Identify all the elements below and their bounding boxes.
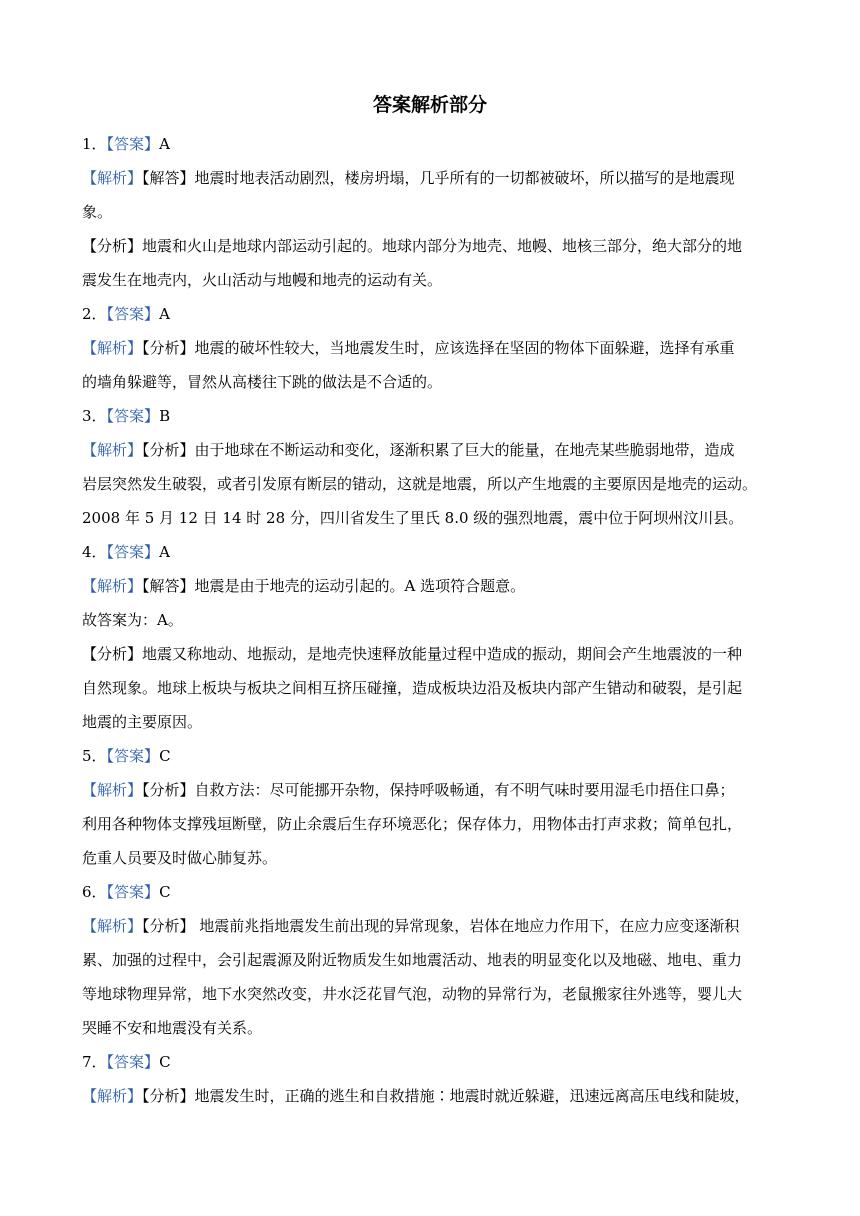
q2-line-2: 的墙角躲避等，冒然从高楼往下跳的做法是不合适的。 (82, 373, 443, 391)
fenxi-tag: 【分析】 (142, 781, 195, 799)
q6-line-2: 累、加强的过程中，会引起震源及附近物质发生如地震活动、地表的明显变化以及地磁、地电、重力 (82, 951, 743, 969)
q5-text-1: 自救方法：尽可能挪开杂物，保持呼吸畅通，有不明气味时要用湿毛巾捂住口鼻； (194, 781, 735, 799)
jiexi-tag: 【解析】 (82, 169, 143, 187)
answer-tag: 【答案】 (106, 883, 160, 901)
fenxi-tag: 【分析】 (82, 645, 143, 663)
q2-answer-value: A (159, 305, 170, 323)
answer-tag: 【答案】 (106, 407, 160, 425)
q4-fenxi-text-1: 地震又称地动、地振动，是地壳快速释放能量过程中造成的振动，期间会产生地震波的一种 (142, 645, 743, 663)
page-title: 答案解析部分 (372, 94, 487, 116)
q3-number: 3． (82, 407, 107, 425)
q5-number: 5． (82, 747, 107, 765)
q3-line-2: 岩层突然发生破裂，或者引发原有断层的错动，这就是地震，所以产生地震的主要原因是地壳的运动。 (82, 475, 758, 493)
q4-fenxi-line-1 (82, 641, 782, 675)
answer-tag: 【答案】 (106, 747, 160, 765)
answer-tag: 【答案】 (106, 1053, 160, 1071)
q1-jieda-line-2: 象。 (82, 203, 113, 221)
jieda-tag: 【解答】 (142, 169, 195, 187)
q4-conclusion: 故答案为：A。 (82, 611, 183, 629)
q1-jieda-text-1: 地震时地表活动剧烈，楼房坍塌，几乎所有的一切都被破坏，所以描写的是地震现 (194, 169, 735, 187)
q5-line-1 (82, 777, 782, 811)
q6-answer-value: C (159, 883, 171, 901)
q2-line-1 (82, 335, 782, 369)
q4-answer-value: A (159, 543, 170, 561)
answer-tag: 【答案】 (106, 543, 160, 561)
jieda-tag: 【解答】 (142, 577, 195, 595)
q2-number: 2． (82, 305, 107, 323)
q1-fenxi-line-1 (82, 233, 782, 267)
q1-answer (82, 131, 782, 165)
fenxi-tag: 【分析】 (142, 441, 195, 459)
q4-number: 4． (82, 543, 107, 561)
q4-fenxi-line-3: 地震的主要原因。 (82, 713, 203, 731)
jiexi-tag: 【解析】 (82, 441, 143, 459)
q6-text-1: 地震前兆指地震发生前出现的异常现象，岩体在地应力作用下，在应力应变逐渐积 (194, 917, 740, 935)
q5-answer-value: C (159, 747, 171, 765)
q5-line-2: 利用各种物体支撑残垣断壁，防止余震后生存环境恶化；保存体力，用物体击打声求救；简单包扎， (82, 815, 743, 833)
q4-answer (82, 539, 782, 573)
q2-answer (82, 301, 782, 335)
q1-jieda-line-1 (82, 165, 782, 199)
jiexi-tag: 【解析】 (82, 917, 143, 935)
q4-fenxi-line-2: 自然现象。地球上板块与板块之间相互挤压碰撞，造成板块边沿及板块内部产生错动和破裂，是引起 (82, 679, 743, 697)
q1-fenxi-line-2: 震发生在地壳内，火山活动与地幔和地壳的运动有关。 (82, 271, 443, 289)
jiexi-tag: 【解析】 (82, 781, 143, 799)
q7-line-1 (82, 1083, 782, 1117)
q7-text-1: 地震发生时，正确的逃生和自救措施∶地震时就近躲避，迅速远离高压电线和陡坡， (194, 1087, 750, 1105)
fenxi-tag: 【分析】 (142, 339, 195, 357)
q6-number: 6． (82, 883, 107, 901)
fenxi-tag: 【分析】 (142, 1087, 195, 1105)
fenxi-tag: 【分析】 (82, 237, 143, 255)
q7-number: 7． (82, 1053, 107, 1071)
answer-tag: 【答案】 (106, 305, 160, 323)
q3-line-1 (82, 437, 782, 471)
jiexi-tag: 【解析】 (82, 339, 143, 357)
q7-answer-value: C (159, 1053, 171, 1071)
q5-line-3: 危重人员要及时做心肺复苏。 (82, 849, 278, 867)
q1-answer-value: A (159, 135, 170, 153)
answer-content (82, 131, 782, 1117)
jiexi-tag: 【解析】 (82, 577, 143, 595)
jiexi-tag: 【解析】 (82, 1087, 143, 1105)
answer-tag: 【答案】 (106, 135, 160, 153)
q1-fenxi-text-1: 地震和火山是地球内部运动引起的。地球内部分为地壳、地幔、地核三部分，绝大部分的地 (142, 237, 743, 255)
q7-answer (82, 1049, 782, 1083)
q5-answer (82, 743, 782, 777)
q6-line-1 (82, 913, 782, 947)
q3-line-3: 2008 年 5 月 12 日 14 时 28 分，四川省发生了里氏 8.0 级的强烈地震，震中位于阿坝州汶川县。 (82, 509, 744, 527)
q3-answer-value: B (159, 407, 171, 425)
q6-answer (82, 879, 782, 913)
q2-text-1: 地震的破坏性较大，当地震发生时，应该选择在坚固的物体下面躲避，选择有承重 (194, 339, 735, 357)
q6-line-4: 哭睡不安和地震没有关系。 (82, 1019, 263, 1037)
q1-number: 1． (82, 135, 107, 153)
fenxi-tag: 【分析】 (142, 917, 195, 935)
q3-answer (82, 403, 782, 437)
q4-jieda-text: 地震是由于地壳的运动引起的。A 选项符合题意。 (194, 577, 526, 595)
q4-jieda-line (82, 573, 782, 607)
q6-line-3: 等地球物理异常，地下水突然改变，井水泛花冒气泡，动物的异常行为，老鼠搬家往外逃等，婴儿大 (82, 985, 743, 1003)
q3-text-1: 由于地球在不断运动和变化，逐渐积累了巨大的能量，在地壳某些脆弱地带，造成 (194, 441, 735, 459)
